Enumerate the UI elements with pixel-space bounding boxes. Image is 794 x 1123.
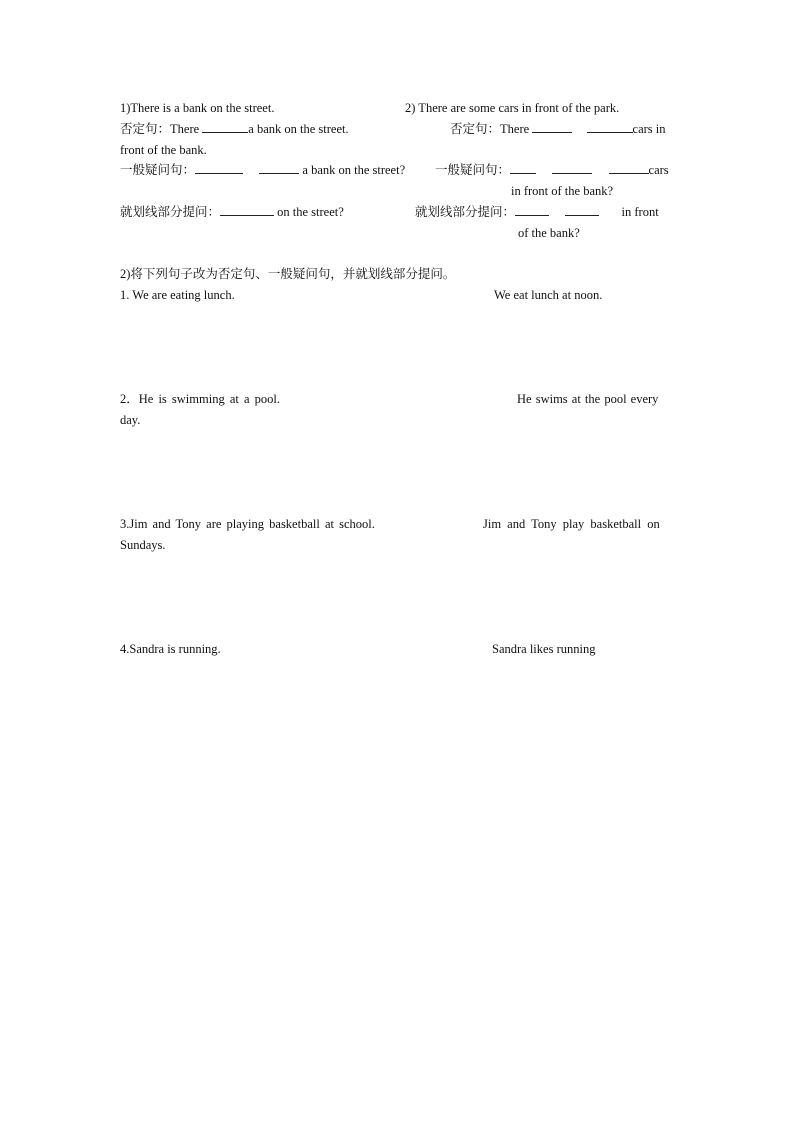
exercise-2-question xyxy=(435,162,669,178)
item-4-sentence: 4.Sandra is running. xyxy=(120,642,221,656)
special-label: 就划线部分提问： xyxy=(415,205,516,219)
answer-blank[interactable] xyxy=(532,121,572,133)
exercise-2-heading: 2) There are some cars in front of the park. xyxy=(405,101,620,115)
negative-label: 否定句： xyxy=(120,122,171,136)
answer-blank[interactable] xyxy=(259,162,299,174)
question-label: 一般疑问句： xyxy=(435,163,511,177)
item-2-wrap: day. xyxy=(120,413,141,427)
answer-blank[interactable] xyxy=(195,162,243,174)
negative-suffix: a bank on the street. xyxy=(248,122,349,136)
negative-label: 否定句： xyxy=(450,122,501,136)
answer-blank[interactable] xyxy=(552,162,592,174)
item-1-sentence: 1. We are eating lunch. xyxy=(120,288,235,302)
special-suffix: in front xyxy=(621,205,659,219)
answer-blank[interactable] xyxy=(515,204,549,216)
item-3-second-sentence: Jim and Tony play basketball on xyxy=(483,517,660,531)
item-1-second-sentence: We eat lunch at noon. xyxy=(494,288,603,302)
item-2-sentence: 2．He is swimming at a pool. xyxy=(120,392,280,406)
answer-blank[interactable] xyxy=(510,162,536,174)
answer-blank[interactable] xyxy=(609,162,649,174)
exercise-2-negative xyxy=(450,121,666,137)
question-suffix: cars xyxy=(648,163,669,177)
exercise-1-negative xyxy=(120,121,349,137)
section-2-instruction: 2)将下列句子改为否定句、一般疑问句，并就划线部分提问。 xyxy=(120,267,456,281)
exercise-1-heading: 1)There is a bank on the street. xyxy=(120,101,275,115)
item-2-second-sentence: He swims at the pool every xyxy=(517,392,659,406)
item-3-sentence: 3.Jim and Tony are playing basketball at school. xyxy=(120,517,375,531)
negative-prefix: There xyxy=(500,122,530,136)
answer-blank[interactable] xyxy=(587,121,633,133)
item-3-wrap: Sundays. xyxy=(120,538,166,552)
exercise-2-negative-wrap: front of the bank. xyxy=(120,143,207,157)
question-label: 一般疑问句： xyxy=(120,163,196,177)
special-suffix: on the street? xyxy=(277,205,344,219)
answer-blank[interactable] xyxy=(202,121,248,133)
item-4-second-sentence: Sandra likes running xyxy=(492,642,596,656)
exercise-2-question-wrap: in front of the bank? xyxy=(511,184,614,198)
negative-prefix: There xyxy=(170,122,200,136)
special-label: 就划线部分提问： xyxy=(120,205,221,219)
exercise-1-special xyxy=(120,204,344,220)
exercise-1-question xyxy=(120,162,405,178)
negative-suffix: cars in xyxy=(632,122,666,136)
exercise-2-special xyxy=(415,204,659,220)
exercise-2-special-wrap: of the bank? xyxy=(518,226,580,240)
answer-blank[interactable] xyxy=(565,204,599,216)
answer-blank[interactable] xyxy=(220,204,274,216)
question-suffix: a bank on the street? xyxy=(302,163,406,177)
